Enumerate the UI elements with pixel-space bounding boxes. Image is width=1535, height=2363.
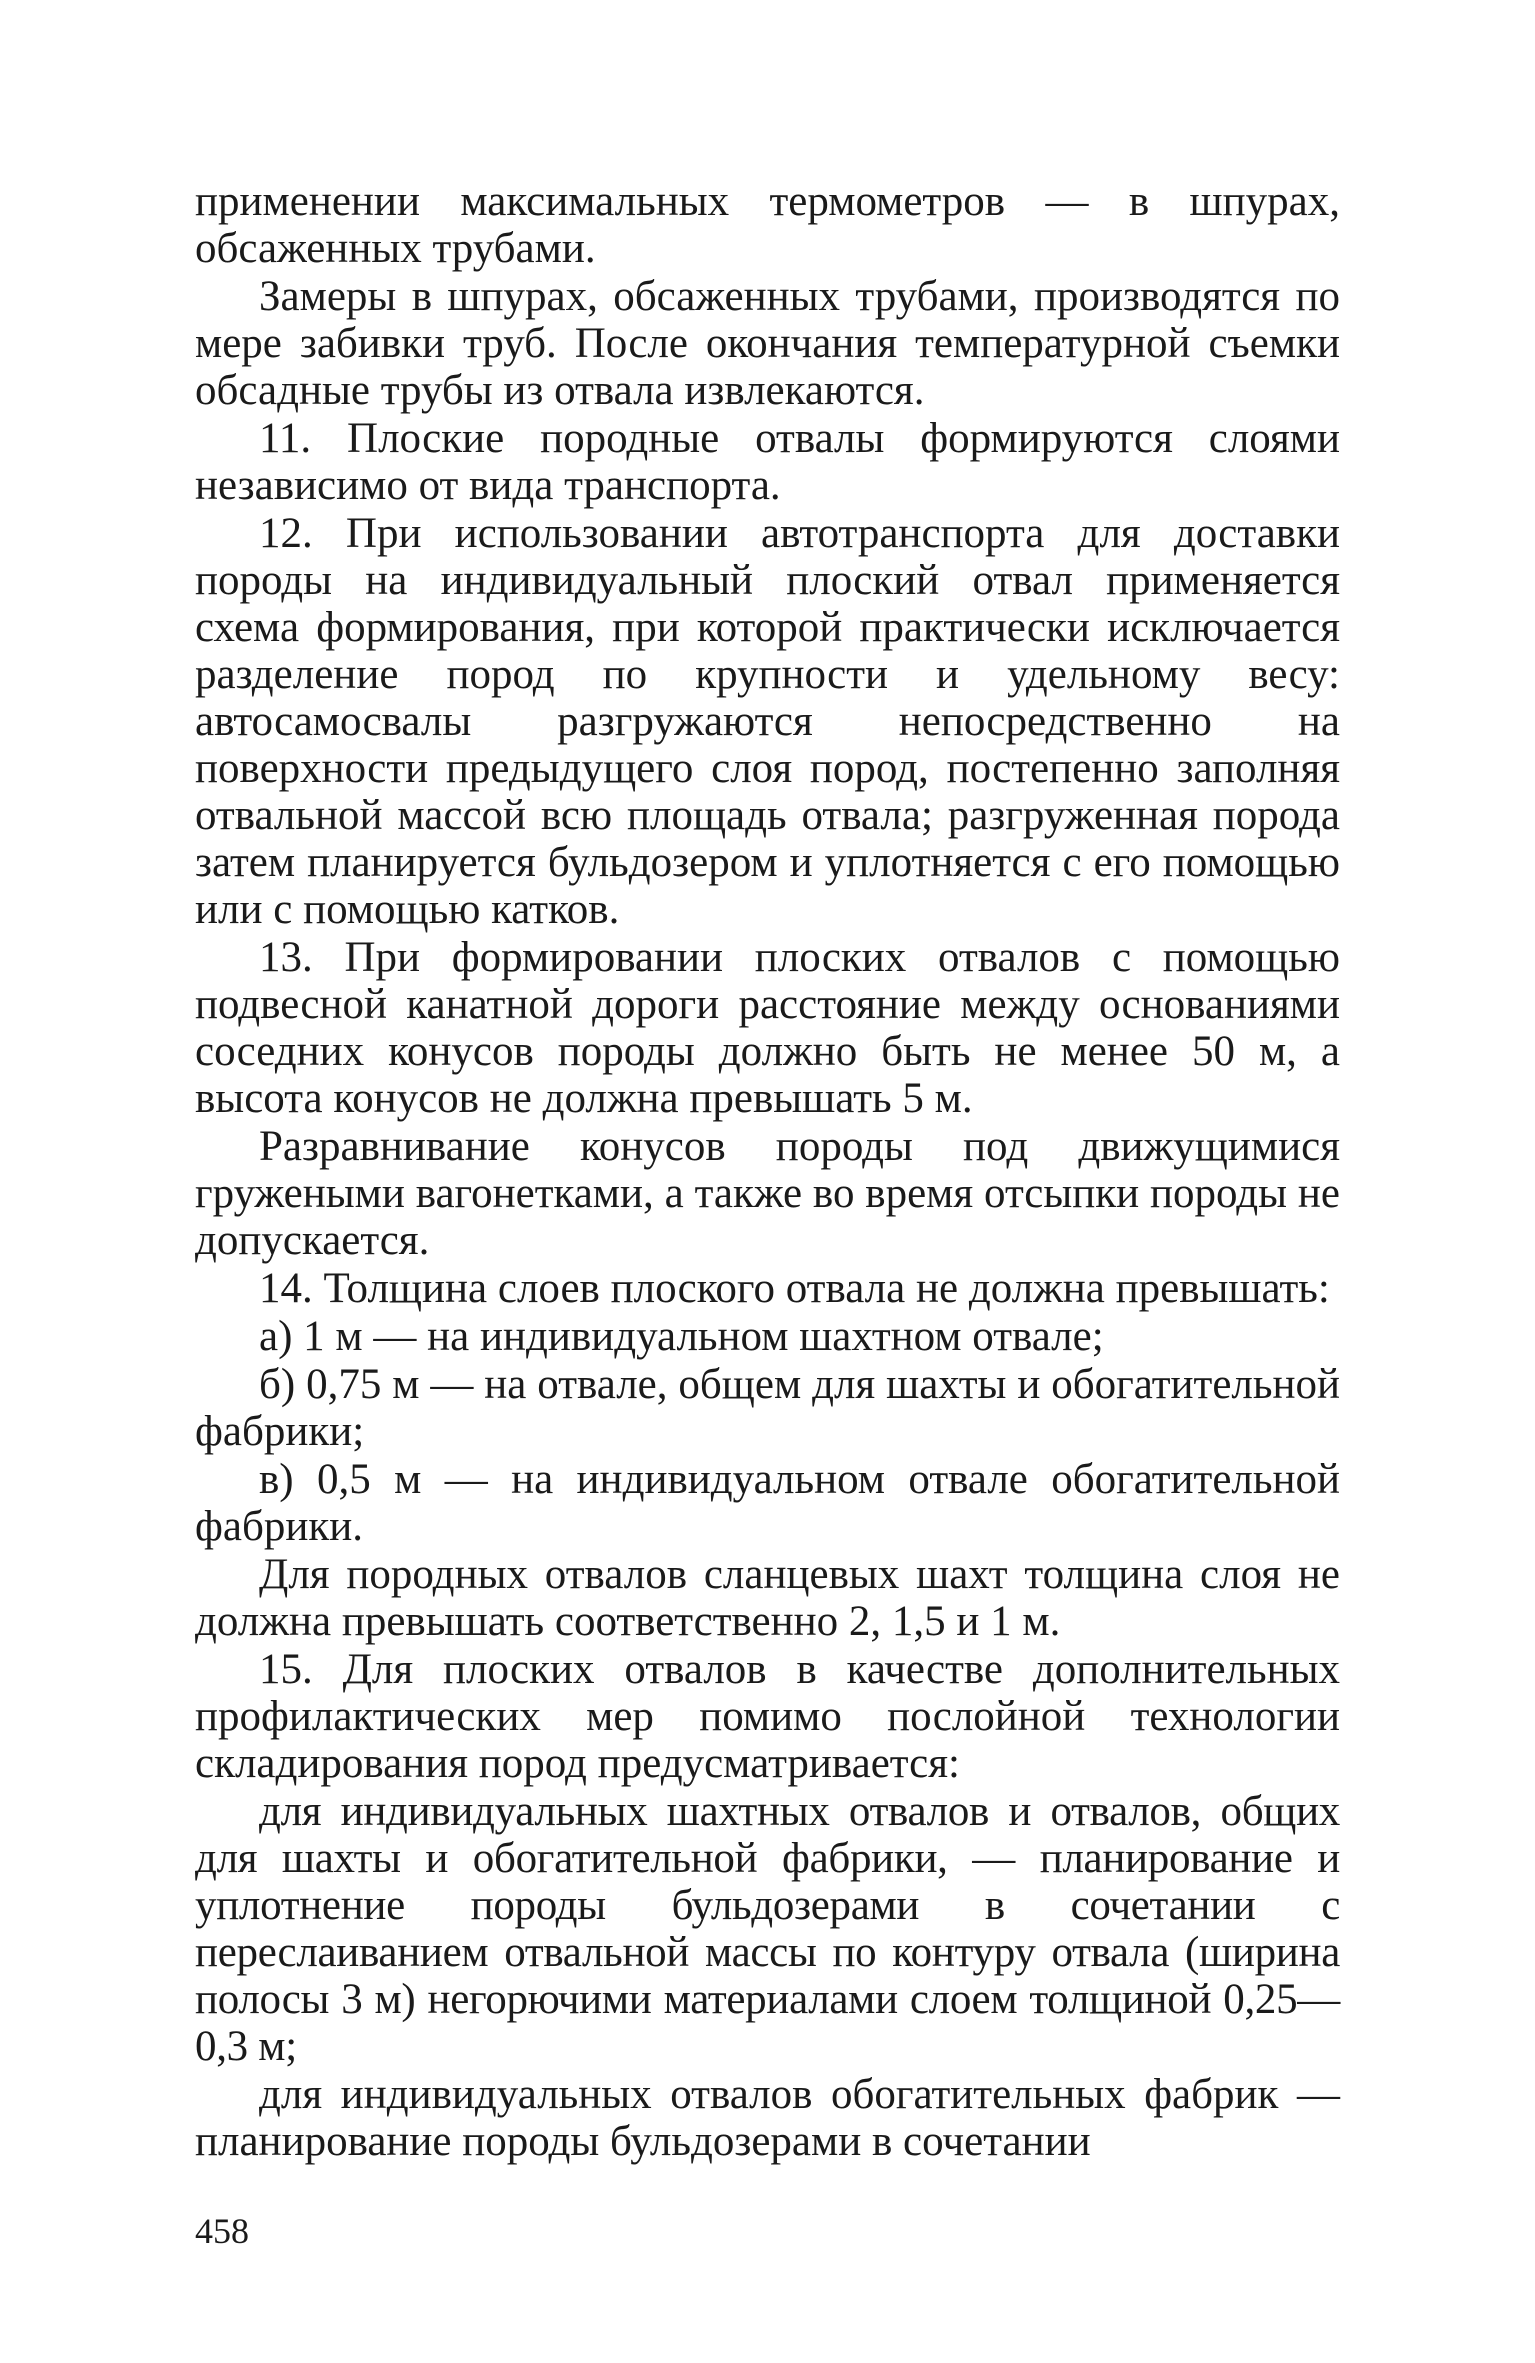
paragraph-item-11: 11. Плоские породные отвалы формируются слоями независимо от вида транспорта. <box>195 415 1340 509</box>
paragraph-factory-dumps: для индивидуальных отвалов обогатительных фабрик — планирование породы бульдозерами в сочетании <box>195 2071 1340 2165</box>
page-number: 458 <box>195 2211 249 2251</box>
paragraph-mine-dumps: для индивидуальных шахтных отвалов и отвалов, общих для шахты и обогатительной фабрики, — планирование и уплотнение породы бульдозерами в сочетании с переслаиванием отвальной массы по контуру отвала (ширина полосы 3 м) негорючими материалами слоем толщиной 0,25—0,3 м; <box>195 1788 1340 2070</box>
paragraph-item-13: 13. При формировании плоских отвалов с помощью подвесной канатной дороги расстояние между основаниями соседних конусов породы должно быть не менее 50 м, а высота конусов не должна превышать 5 м. <box>195 934 1340 1122</box>
paragraph-measurements: Замеры в шпурах, обсаженных трубами, производятся по мере забивки труб. После окончания температурной съемки обсадные трубы из отвала извлекаются. <box>195 273 1340 414</box>
paragraph-leveling: Разравнивание конусов породы под движущимися гружеными вагонетками, а также во время отсыпки породы не допускается. <box>195 1123 1340 1264</box>
paragraph-item-14: 14. Толщина слоев плоского отвала не должна превышать: <box>259 1265 1330 1312</box>
paragraph-shale-mines: Для породных отвалов сланцевых шахт толщина слоя не должна превышать соответственно 2, 1,5 и 1 м. <box>195 1551 1340 1645</box>
list-item-b: б) 0,75 м — на отвале, общем для шахты и обогатительной фабрики; <box>195 1361 1340 1455</box>
paragraph-item-15: 15. Для плоских отвалов в качестве дополнительных профилактических мер помимо послойной технологии складирования пород предусматривается: <box>195 1646 1340 1787</box>
list-item-a: а) 1 м — на индивидуальном шахтном отвале; <box>259 1313 1104 1360</box>
paragraph-item-12: 12. При использовании автотранспорта для доставки породы на индивидуальный плоский отвал применяется схема формирования, при которой практически исключается разделение пород по крупности и удельному весу: автосамосвалы разгружаются непосредственно на поверхности предыдущего слоя пород, постепенно заполняя отвальной массой всю площадь отвала; разгруженная порода затем планируется бульдозером и уплотняется с его помощью или с помощью катков. <box>195 510 1340 933</box>
page-body <box>195 178 1340 2166</box>
paragraph-continuation: применении максимальных термометров — в шпурах, обсаженных трубами. <box>195 178 1340 272</box>
list-item-v: в) 0,5 м — на индивидуальном отвале обогатительной фабрики. <box>195 1456 1340 1550</box>
